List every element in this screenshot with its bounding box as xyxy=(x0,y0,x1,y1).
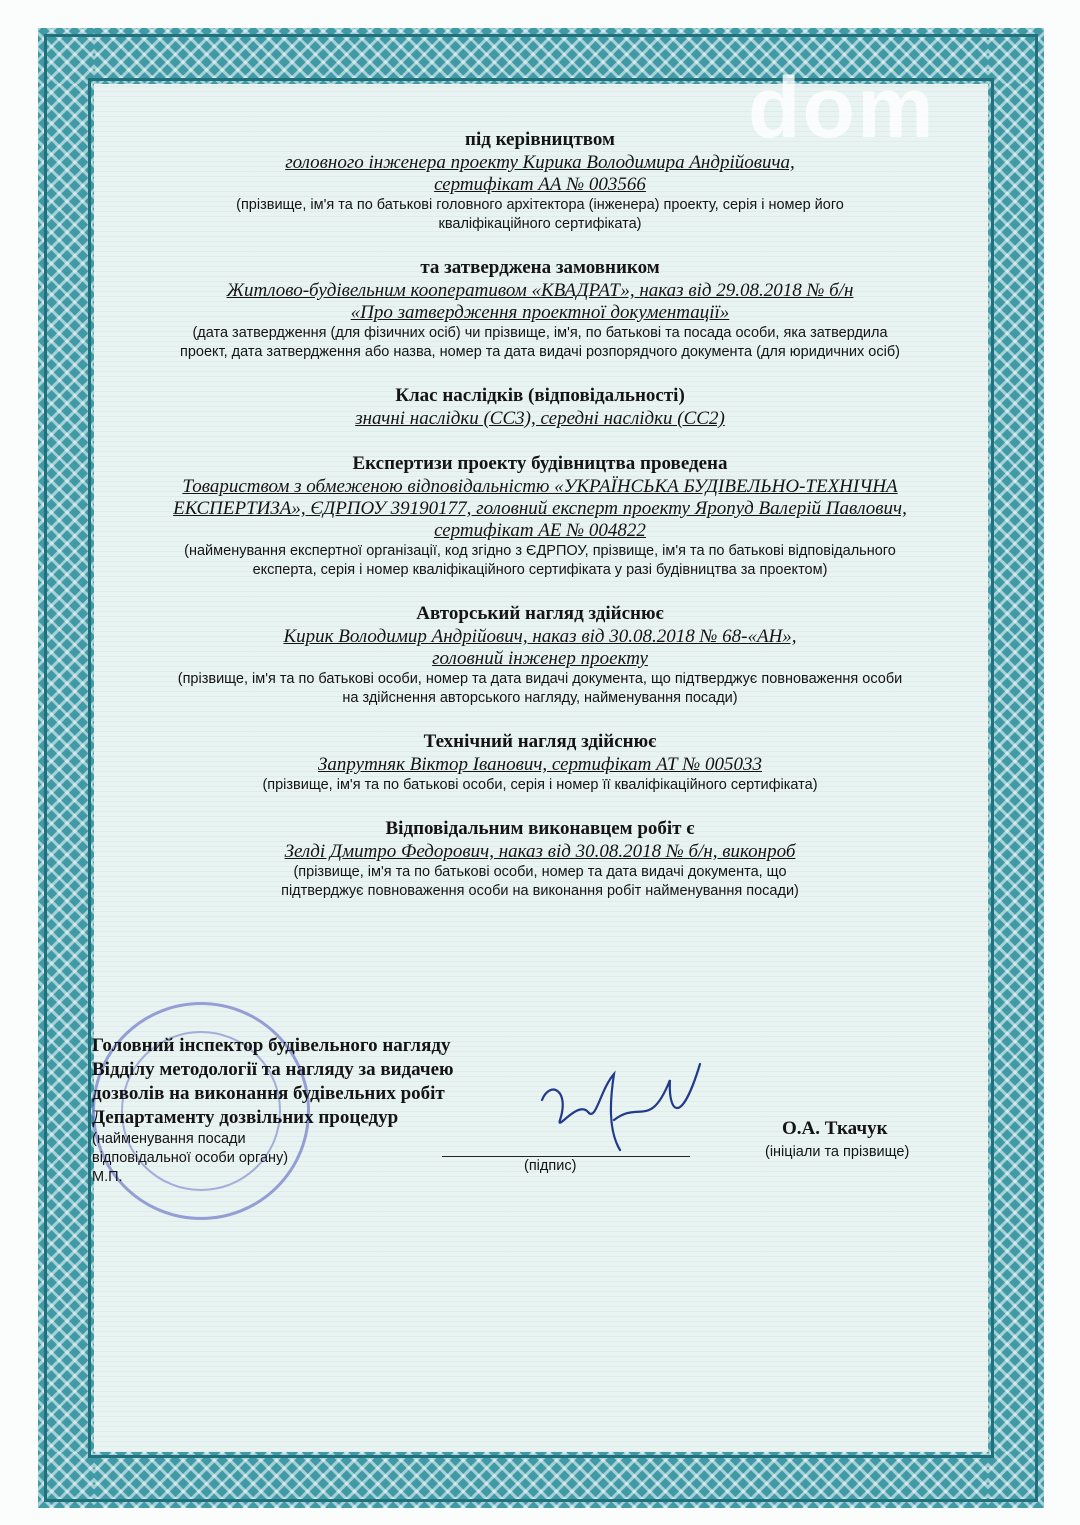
section-note-line: (прізвище, ім'я та по батькові особи, номер та дата видачі документа, що xyxy=(293,864,787,880)
section-value-line: сертифікат АЕ № 004822 xyxy=(434,520,646,541)
signatory-title-line: Головний інспектор будівельного нагляду xyxy=(92,1035,451,1056)
section-note-line: (прізвище, ім'я та по батькові особи, номер та дата видачі документа, що підтверджує повноваження особи xyxy=(177,671,903,687)
section-value-line: Товариством з обмеженою відповідальністю «УКРАЇНСЬКА БУДІВЕЛЬНО-ТЕХНІЧНА xyxy=(182,476,898,497)
signer-name-note: (ініціали та прізвище) xyxy=(765,1144,910,1160)
watermark-logo: dom xyxy=(748,60,936,156)
signatory-title-line: дозволів на виконання будівельних робіт xyxy=(92,1083,445,1104)
section-value-line: Кирик Володимир Андрійович, наказ від 30.08.2018 № 68-«АН», xyxy=(283,626,797,647)
section-heading: Авторський нагляд здійснює xyxy=(416,603,664,624)
section-note-line: (прізвище, ім'я та по батькові головного архітектора (інженера) проекту, серія і номер його xyxy=(236,197,844,213)
section-note-line: (найменування експертної організації, код згідно з ЄДРПОУ, прізвище, ім'я та по батькові відповідального xyxy=(184,543,896,559)
section-heading: Технічний нагляд здійснює xyxy=(423,731,657,752)
section-note-line: на здійснення авторського нагляду, найменування посади) xyxy=(342,690,738,706)
signature-label: (підпис) xyxy=(524,1158,577,1174)
section-heading: Експертизи проекту будівництва проведена xyxy=(352,453,728,474)
signatory-title-line: Відділу методології та нагляду за видачею xyxy=(92,1059,454,1080)
section xyxy=(100,452,980,580)
section-value-line: Запрутняк Віктор Іванович, сертифікат АТ № 005033 xyxy=(318,754,762,775)
signatory-block xyxy=(92,1034,532,1187)
document-body xyxy=(100,128,980,915)
stamp-place-label: М.П. xyxy=(92,1169,123,1185)
section-value-line: «Про затвердження проектної документації» xyxy=(350,302,730,323)
section-note-line: (дата затвердження (для фізичних осіб) чи прізвище, ім'я, по батькові та посада особи, яка затвердила xyxy=(192,325,888,341)
section-note-line: (прізвище, ім'я та по батькові особи, серія і номер її кваліфікаційного сертифіката) xyxy=(262,777,818,793)
section xyxy=(100,128,980,234)
section-value-line: значні наслідки (СС3), середні наслідки (СС2) xyxy=(355,408,725,429)
signature-line xyxy=(442,1156,690,1157)
position-note-line: відповідальної особи органу) xyxy=(92,1150,289,1166)
signer-name: О.А. Ткачук xyxy=(782,1118,888,1139)
section-value-line: Зелді Дмитро Федорович, наказ від 30.08.2018 № б/н, виконроб xyxy=(284,841,796,862)
section-value-line: головний інженер проекту xyxy=(432,648,648,669)
section xyxy=(100,256,980,362)
section-note-line: підтверджує повноваження особи на виконання робіт найменування посади) xyxy=(281,883,799,899)
section-value-line: головного інженера проекту Кирика Володимира Андрійовича, xyxy=(285,152,795,173)
section-value-line: Житлово-будівельним кооперативом «КВАДРАТ», наказ від 29.08.2018 № б/н xyxy=(226,280,854,301)
section-heading: Відповідальним виконавцем робіт є xyxy=(385,818,695,839)
section-note-line: експерта, серія і номер кваліфікаційного сертифіката у разі будівництва за проектом) xyxy=(252,562,828,578)
signatory-title-line: Департаменту дозвільних процедур xyxy=(92,1107,399,1128)
section xyxy=(100,602,980,708)
position-note-line: (найменування посади xyxy=(92,1131,246,1147)
section xyxy=(100,817,980,901)
section-value-line: ЕКСПЕРТИЗА», ЄДРПОУ 39190177, головний експерт проекту Яропуд Валерій Павлович, xyxy=(173,498,907,519)
handwritten-signature xyxy=(530,1060,710,1160)
section xyxy=(100,730,980,795)
section xyxy=(100,384,980,430)
section-note-line: кваліфікаційного сертифіката) xyxy=(438,216,642,232)
section-heading: під керівництвом xyxy=(465,129,615,150)
section-note-line: проект, дата затвердження або назва, номер та дата видачі розпорядчого документа (для юридичних осіб) xyxy=(180,344,900,360)
section-heading: та затверджена замовником xyxy=(420,257,660,278)
section-value-line: сертифікат АА № 003566 xyxy=(434,174,646,195)
section-heading: Клас наслідків (відповідальності) xyxy=(395,385,685,406)
